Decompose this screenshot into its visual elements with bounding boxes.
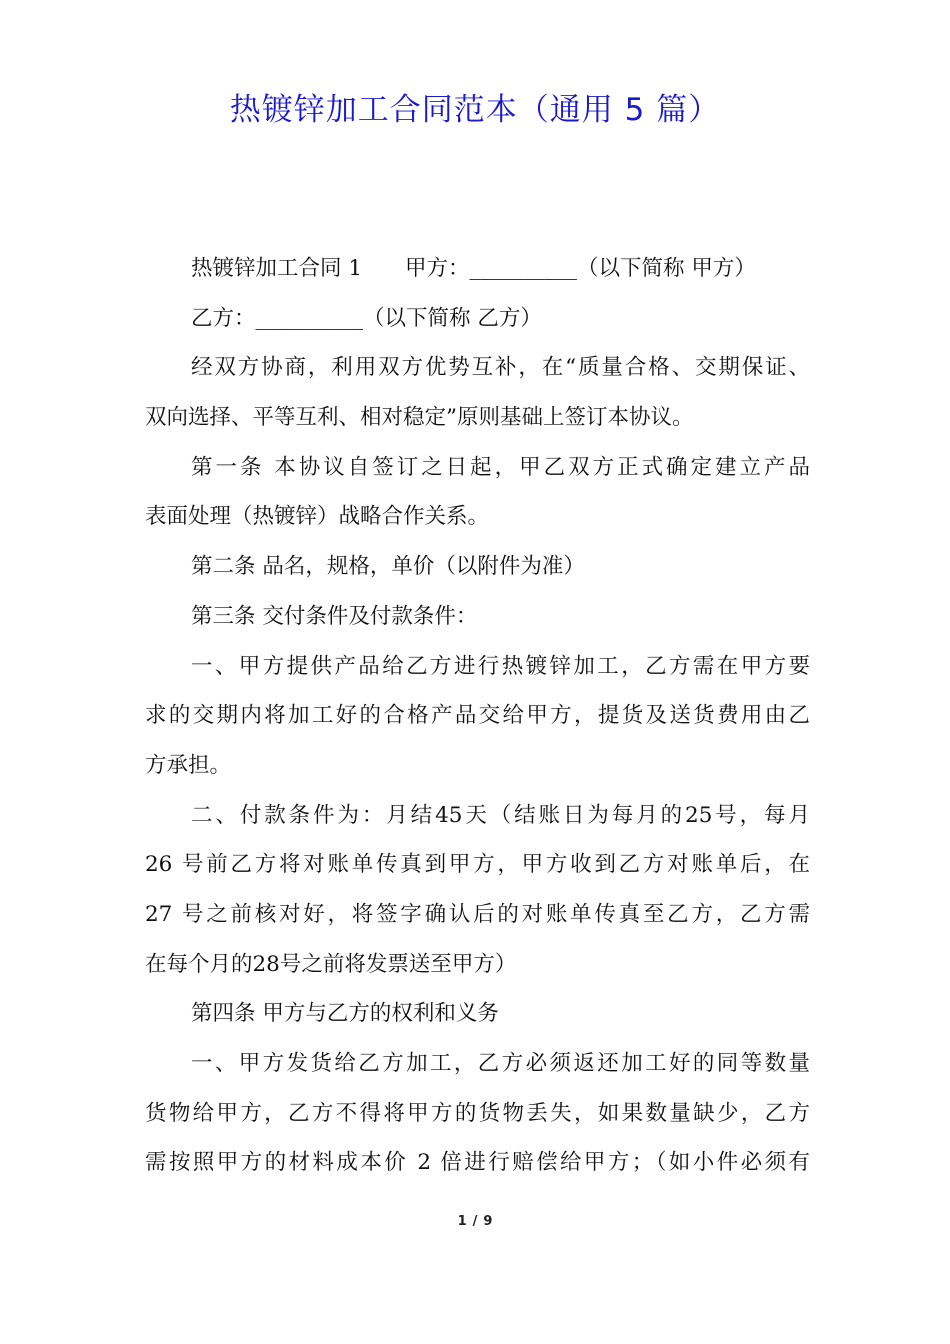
text-line: 在每个月的28号之前将发票送至甲方） [145, 951, 517, 977]
text-line: 一、甲方发货给乙方加工，乙方必须返还加工好的同等数量 [191, 1051, 810, 1076]
text-line: 热镀锌加工合同 1 甲方：__________（以下简称 甲方） [191, 256, 756, 281]
document-body [145, 244, 810, 1188]
text-line: 表面处理（热镀锌）战略合作关系。 [145, 504, 490, 530]
text-line: 第一条 本协议自签订之日起，甲乙双方正式确定建立产品 [191, 454, 810, 480]
current-page: 1 [457, 1214, 467, 1229]
text-line: 一、甲方提供产品给乙方进行热镀锌加工，乙方需在甲方要 [191, 653, 810, 679]
text-line: 第三条 交付条件及付款条件： [191, 603, 478, 629]
text-line: 经双方协商，利用双方优势互补，在“质量合格、交期保证、 [191, 355, 810, 381]
document-title: 热镀锌加工合同范本（通用 5 篇） [229, 92, 721, 128]
text-line: 二、付款条件为：月结45天（结账日为每月的25号，每月 [191, 802, 810, 828]
total-pages: 9 [483, 1214, 493, 1229]
text-line: 双向选择、平等互利、相对稳定”原则基础上签订本协议。 [145, 405, 694, 431]
text-line: 26 号前乙方将对账单传真到甲方，甲方收到乙方对账单后，在 [145, 852, 810, 878]
text-line: 方承担。 [145, 752, 232, 778]
text-line: 货物给甲方，乙方不得将甲方的货物丢失，如果数量缺少，乙方 [145, 1100, 810, 1126]
text-line: 乙方：__________（以下简称 乙方） [191, 305, 542, 331]
page-number [0, 1214, 950, 1229]
text-line: 第四条 甲方与乙方的权利和义务 [191, 1001, 499, 1027]
text-line: 需按照甲方的材料成本价 2 倍进行赔偿给甲方；（如小件必须有 [145, 1150, 810, 1176]
text-line: 27 号之前核对好，将签字确认后的对账单传真至乙方，乙方需 [145, 901, 810, 927]
text-line: 第二条 品名，规格，单价（以附件为准） [191, 554, 585, 580]
text-line: 求的交期内将加工好的合格产品交给甲方，提货及送货费用由乙 [145, 703, 810, 729]
page-separator: / [472, 1214, 478, 1229]
